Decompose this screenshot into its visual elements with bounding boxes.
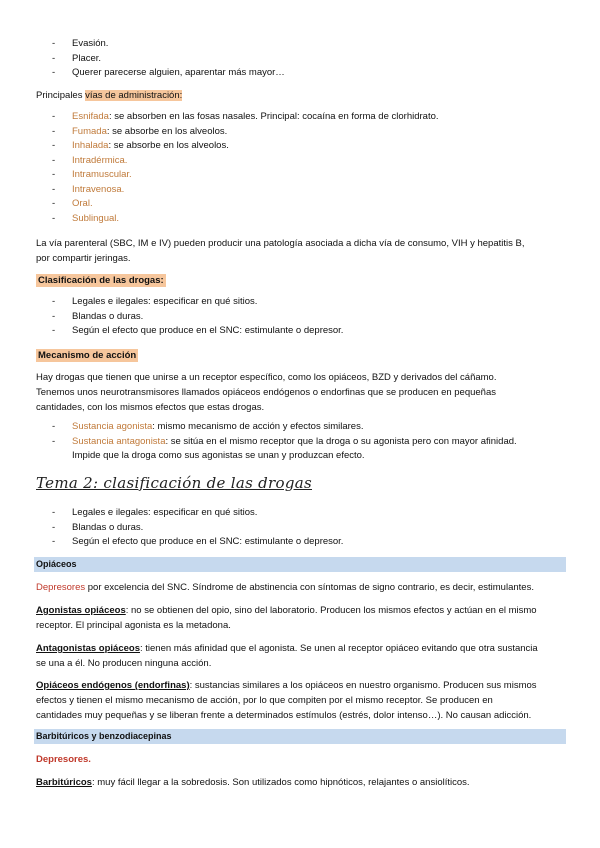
document-page: - Evasión. - Placer. - Querer parecerse alguien, aparentar más mayor… Principales vías de administración: - Esnifada: se absorben en las fosas nasales. Principal: cocaína en forma de clorhidrato. - Fumada: se absorbe en los alveolos. - Inhalada: se absorbe en los alveolos. - Intradérmica. - Intramuscular. - Intravenosa. - Oral. - Sublingual. La vía parenteral (SBC, IM e IV) pueden producir una patología asociada a dicha vía de consumo, VIH y hepatitis B, por compartir jeringas. Clasificación de las drogas: - Legales e ilegales: especificar en qué sitios. - Blandas o duras. - Según el efecto que produce en el SNC: estimulante o depresor. Mecanismo de acción Hay drogas que tienen que unirse a un receptor específico, como los opiáceos, BZD y derivados del cáñamo. Tenemos unos neurotransmisores llamados opiáceos endógenos o endorfinas que se producen en pequeñas cantidades, con los mismos efectos que estas drogas. - Sustancia agonista: mismo mecanismo de acción y efectos similares. - Sustancia antagonista: se sitúa en el mismo receptor que la droga o su agonista pero con mayor afinidad. Impide que la droga como sus agonistas se unan y produzcan efecto. Tema 2: clasificación de las drogas - Legales e ilegales: especificar en qué sitios. - Blandas o duras. - Según el efecto que produce en el SNC: estimulante o depresor. Opiáceos Depresores por excelencia del SNC. Síndrome de abstinencia con síntomas de signo contrario, es decir, estimulantes. Agonistas opiáceos: no se obtienen del opio, sino del laboratorio. Producen los mismos efectos y actúan en el mismo receptor. El principal agonista es la metadona. Antagonistas opiáceos: tienen más afinidad que el agonista. Se unen al receptor opiáceo evitando que otra sustancia se una a él. No producen ninguna acción. Opiáceos endógenos (endorfinas): sustancias similares a los opiáceos en nuestro organismo. Producen sus mismos efectos y tienen el mismo mecanismo de acción, por lo que compiten por el mismo receptor. Se producen en cantidades muy pequeñas y se liberan frente a determinados estímulos (estrés, dolor intenso…). No causan adicción. Barbitúricos y benzodiacepinas Depresores. Barbitúricos: muy fácil llegar a la sobredosis. Son utilizados como hipnóticos, relajantes o ansiolíticos. xyxy=(0,0,600,848)
clasificacion-heading: Clasificación de las drogas: xyxy=(38,275,164,286)
barbituricos-section-bar: Barbitúricos y benzodiacepinas xyxy=(34,729,566,744)
section-title: Tema 2: clasificación de las drogas xyxy=(36,474,313,492)
barbituricos-depresores: Depresores. xyxy=(36,754,91,765)
depresores-paragraph: Depresores por excelencia del SNC. Síndrome de abstinencia con síntomas de signo contrario, es decir, estimulantes. xyxy=(36,582,534,593)
parenteral-paragraph: La vía parenteral (SBC, IM e IV) pueden producir una patología asociada a dicha vía de consumo, VIH y hepatitis B, por compartir jeringas. xyxy=(36,238,525,264)
opiaceos-section-bar: Opiáceos xyxy=(34,557,566,572)
mecanismo-heading: Mecanismo de acción xyxy=(38,350,137,361)
agonistas-paragraph: Agonistas opiáceos: no se obtienen del opio, sino del laboratorio. Producen los mismos efectos y actúan en el mismo receptor. El principal agonista es la metadona. xyxy=(36,605,537,631)
endogenos-paragraph: Opiáceos endógenos (endorfinas): sustancias similares a los opiáceos en nuestro organismo. Producen sus mismos efectos y tienen el mismo mecanismo de acción, por lo que compiten por el mismo receptor. Se producen en cantidades muy pequeñas y se liberan frente a determinados estímulos (estrés, dolor intenso…). No causan adicción. xyxy=(36,680,537,721)
mecanismo-paragraph: Hay drogas que tienen que unirse a un receptor específico, como los opiáceos, BZD y derivados del cáñamo. Tenemos unos neurotransmisores llamados opiáceos endógenos o endorfinas que se producen en pequeñas cantidades, con los mismos efectos que estas drogas. xyxy=(36,372,497,413)
vias-heading: Principales vías de administración: xyxy=(36,90,183,101)
barbituricos-paragraph: Barbitúricos: muy fácil llegar a la sobredosis. Son utilizados como hipnóticos, relajantes o ansiolíticos. xyxy=(36,777,470,788)
antagonistas-paragraph: Antagonistas opiáceos: tienen más afinidad que el agonista. Se unen al receptor opiáceo evitando que otra sustancia se una a él. No producen ninguna acción. xyxy=(36,643,538,669)
